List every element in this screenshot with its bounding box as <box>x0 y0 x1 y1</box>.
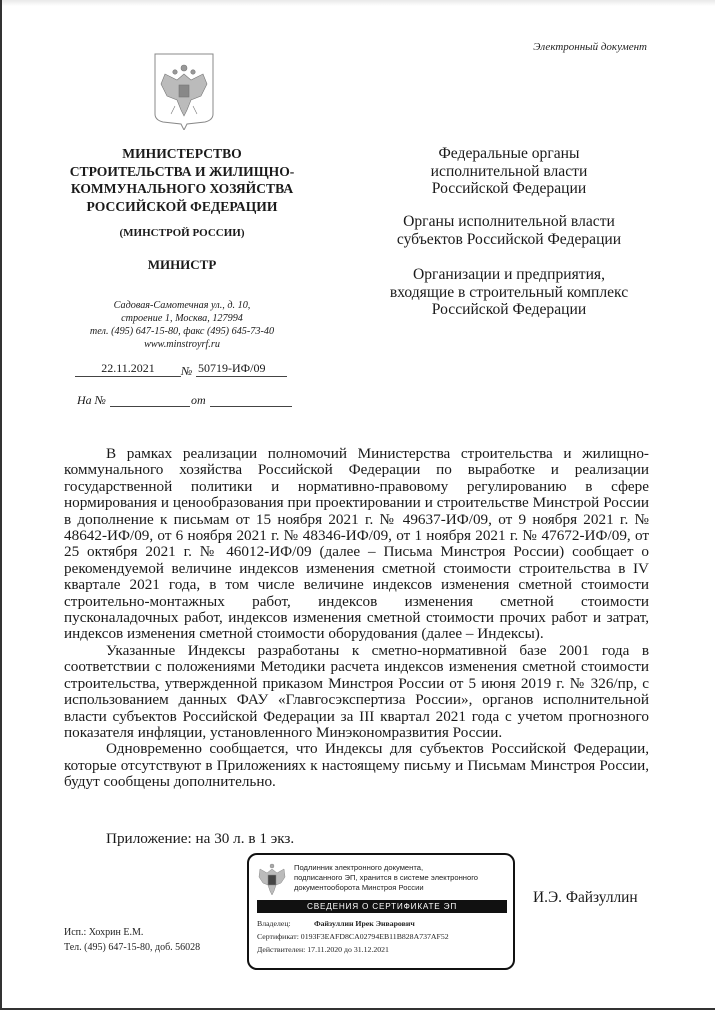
ministry-line: СТРОИТЕЛЬСТВА И ЖИЛИЩНО- <box>69 163 295 179</box>
reply-from-label: от <box>191 393 206 407</box>
ministry-short-name: (МИНСТРОЙ РОССИИ) <box>119 227 245 239</box>
signer-name: И.Э. Файзуллин <box>533 889 638 906</box>
recipient-regional-bodies <box>364 213 654 248</box>
address-line: строение 1, Москва, 127994 <box>121 313 243 324</box>
ministry-line: МИНИСТЕРСТВО <box>122 146 242 161</box>
reply-to-number-blank <box>110 393 190 407</box>
reply-to-label: На № <box>77 393 106 407</box>
stamp-info-line: документооборота Минстроя России <box>294 883 424 893</box>
ministry-line: РОССИЙСКОЙ ФЕДЕРАЦИИ <box>86 198 278 214</box>
certificate-validity: Действителен: 17.11.2020 до 31.12.2021 <box>257 945 389 954</box>
paragraph: Указанные Индексы разработаны к сметно-нормативной базе 2001 года в соответствии с положениями Методики расчета индексов изменения сметной стоимости строительства, утвержденной приказом Минстроя России от 5 июня 2019 г. № 326/пр, с использованием данных ФАУ «Главгосэкспертиза России», органов исполнительной власти субъектов Российской Федерации за III квартал 2021 года с учетом прогнозного показателя инфляции, установленного Минэкономразвития России. <box>64 641 649 741</box>
registration-line <box>75 361 287 379</box>
reply-from-date-blank <box>210 393 292 407</box>
recipient-line: Российской Федерации <box>431 180 587 197</box>
recipient-line: Федеральные органы <box>438 145 580 162</box>
electronic-document-mark: Электронный документ <box>533 41 647 53</box>
executor-name: Исп.: Хохрин Е.М. <box>64 927 144 938</box>
recipient-line: субъектов Российской Федерации <box>396 230 622 248</box>
address-line: тел. (495) 647-15-80, факс (495) 645-73-40 <box>89 326 275 337</box>
executor-info <box>64 925 200 955</box>
stamp-emblem-icon <box>257 861 287 897</box>
registration-date: 22.11.2021 <box>75 361 181 377</box>
executor-phone: Тел. (495) 647-15-80, доб. 56028 <box>64 942 201 953</box>
letter-body <box>64 446 649 791</box>
recipient-line: входящие в строительный комплекс <box>389 283 629 301</box>
recipient-line: Органы исполнительной власти <box>403 213 615 230</box>
stamp-info-line: подписанного ЭП, хранится в системе электронного <box>294 873 479 883</box>
coat-of-arms-icon <box>153 52 215 130</box>
address-line: Садовая-Самотечная ул., д. 10, <box>113 300 251 311</box>
recipient-organizations <box>364 266 654 319</box>
sender-position: МИНИСТР <box>147 257 217 272</box>
recipient-line: исполнительной власти <box>430 162 588 180</box>
ministry-name <box>42 145 322 215</box>
reply-reference-line <box>77 393 292 409</box>
ministry-line: КОММУНАЛЬНОГО ХОЗЯЙСТВА <box>70 181 294 196</box>
ministry-address <box>42 299 322 351</box>
paragraph: В рамках реализации полномочий Министерства строительства и жилищно-коммунального хозяйства Российской Федерации по выработке и реализации государственной политики и нормативно-правовому регулированию в сфере нормирования и ценообразования при проектировании и строительстве Минстрой России в дополнение к письмам от 15 ноября 2021 г. № 49637-ИФ/09, от 9 ноября 2021 г. № 48642-ИФ/09, от 6 ноября 2021 г. № 48346-ИФ/09, от 1 ноября 2021 г. № 47672-ИФ/09, от 25 октября 2021 г. № 46012-ИФ/09 (далее – Письма Минстроя России) сообщает о рекомендуемой величине индексов изменения сметной стоимости строительства в IV квартале 2021 года, в том числе величине индексов изменения сметной стоимости строительно-монтажных работ, индексов изменения сметной стоимости пусконаладочных работ, индексов изменения сметной стоимости прочих работ и затрат, индексов изменения сметной стоимости оборудования (далее – Индексы). <box>64 445 649 643</box>
website-link[interactable]: www.minstroyrf.ru <box>144 339 220 350</box>
stamp-info-line: Подлинник электронного документа, <box>294 863 424 872</box>
recipient-line: Российской Федерации <box>431 301 587 318</box>
registration-number: 50719-ИФ/09 <box>196 361 287 377</box>
paragraph: Одновременно сообщается, что Индексы для субъектов Российской Федерации, которые отсутствуют в Приложениях к настоящему письму и Письмам Минстроя России, будут сообщены дополнительно. <box>64 740 649 791</box>
appendix-note: Приложение: на 30 л. в 1 экз. <box>106 830 295 847</box>
certificate-title: СВЕДЕНИЯ О СЕРТИФИКАТЕ ЭП <box>257 900 507 913</box>
certificate-serial: Сертификат: 0193F3EAFD8CA02794EB11B828A737AF52 <box>257 932 449 941</box>
recipient-federal-bodies <box>364 145 654 198</box>
certificate-owner-row <box>257 917 449 930</box>
recipient-line: Организации и предприятия, <box>412 266 605 283</box>
number-sign: № <box>181 364 193 378</box>
certificate-details <box>257 917 449 956</box>
owner-label: Владелец: <box>257 919 291 928</box>
stamp-info <box>294 863 478 894</box>
digital-signature-stamp <box>247 853 515 970</box>
owner-value: Файзуллин Ирек Энварович <box>313 919 415 928</box>
